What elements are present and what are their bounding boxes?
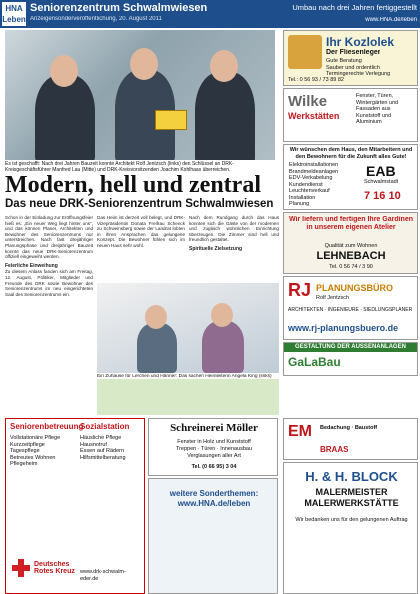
- main-photo: [5, 30, 275, 160]
- ad-em-bedachung[interactable]: [283, 418, 418, 460]
- ad-gardinen[interactable]: [283, 212, 418, 274]
- ad-kozlolek[interactable]: [283, 30, 418, 86]
- em-brand: EM: [288, 423, 312, 440]
- drk-org: Deutsches Rotes Kreuz: [34, 561, 75, 575]
- eab-intro: Wir wünschen dem Haus, den Mitarbeitern und den Bewohnern für die Zukunft alles Gute!: [289, 147, 413, 160]
- rj-person: Rolf Jentzsch: [316, 295, 350, 301]
- kozlolek-phone: Tel.: 0 56 93 / 73 89 82: [288, 77, 344, 83]
- galerie-banner: GESTALTUNG DER AUSSENANLAGEN: [284, 343, 417, 352]
- drk-title: Seniorenbetreuung: [10, 422, 84, 431]
- rj-name: PLANUNGSBÜRO: [316, 283, 394, 293]
- gardinen-sub: Qualität zum Wohnen: [324, 243, 378, 249]
- block-sub: MALERMEISTER MALERWERKSTÄTTE: [304, 487, 399, 508]
- hna-sonderthemen: weitere Sonderthemen: www.HNA.de/leben: [169, 489, 259, 508]
- braas-brand: BRAAS: [320, 445, 349, 454]
- rj-role: ARCHITEKTEN · INGENIEURE · SIEDLUNGSPLANER: [288, 307, 413, 313]
- kozlolek-tag: Der Fliesenleger: [326, 49, 381, 56]
- kozlolek-items: Gute Beratung Sauber und ordentlich Termingerechte Verlegung: [326, 58, 391, 77]
- residents-photo: [97, 283, 279, 373]
- red-cross-icon: [12, 559, 30, 577]
- rj-brand: RJ: [288, 280, 312, 300]
- drk-url[interactable]: www.drk-schwalm-eder.de: [80, 569, 126, 582]
- moller-line1: Fenster in Holz und Kunststoff: [177, 439, 251, 445]
- ad-eab[interactable]: [283, 144, 418, 210]
- article-column-3: Nach dem Rundgang durch das Haus konnten sich die Gäste von der modernen und zugleich wohnlichen Einrichtung überzeugen. Die Zimmer sind hell und freundlich gestaltet. Spirituelle Zielsetzung: [189, 215, 279, 252]
- moller-line2: Treppen · Türen · Innenausbau: [175, 446, 253, 452]
- gardinen-phone: Tel. 0 56 74 / 3 90: [329, 264, 373, 270]
- kozlolek-name: Ihr Kozlolek: [326, 35, 395, 49]
- eab-brand-sub: Schwalmstadt: [364, 179, 399, 185]
- drk-title2: Sozialstation: [80, 422, 130, 431]
- article-column-1: Schon in der Einladung zur Eröffnungsfeier hieß es: „Ein neuer Weg liegt hinter uns", und das können Planer, Architekten und Bewohner des Seniorenzentrums nur unterstreichen. Nach fast dreijähriger Planungsphase und dreijähriger Bauzeit konnte das neue DRK-Seniorenzentrum offiziell eingeweiht werden. Feierliche Einweihung Zu diesem Anlass fanden sich am Freitag, 12. August, Politiker, Mitglieder und Freunde des DRK sowie Bewohner des Seniorenzentrums im neu eingerichteten Saal des Seniorenzentrums ein.: [5, 215, 93, 297]
- article-headline: Modern, hell und zentral: [5, 172, 261, 198]
- eab-items: Elektroinstallationen Brandmeldeanlagen EDV-Verkabelung Kundendienst Leuchtenverkauf Installation Planung: [289, 162, 339, 207]
- wilke-sub: Werkstätten: [288, 111, 340, 121]
- header-url[interactable]: www.HNA.de/leben: [365, 17, 417, 23]
- hna-logo: HNA Leben: [2, 4, 26, 24]
- page-subtitle: Anzeigensonderveröffentlichung, 20. August 2011: [30, 16, 162, 22]
- block-text: Wir bedanken uns für den gelungenen Auftrag: [295, 517, 408, 523]
- key-sign: [155, 110, 187, 130]
- drk-items-left: Vollstationäre Pflege Kurzzeitpflege Tagespflege Betreutes Wohnen Pflegeheim: [10, 435, 61, 467]
- article-subheadline: Das neue DRK-Seniorenzentrum Schwalmwiesen: [5, 198, 274, 210]
- ad-wilke[interactable]: [283, 88, 418, 142]
- gardinen-name: LEHNEBACH: [316, 250, 386, 262]
- article-column-2: Das Heim ist derzeit voll belegt, und DRK-Vizepräsidentin Donata Freifrau Schenck zu Schweinsberg sowie der Landrat lobten in ihren Ansprachen das gelungene Konzept. Die Bewohner fühlen sich im neuen Haus sehr wohl.: [97, 215, 185, 248]
- rj-url[interactable]: www.rj-planungsbuero.de: [288, 323, 399, 333]
- main-photo-caption: Es ist geschafft: Nach drei Jahren Bauzeit konnte Architekt Rolf Jentzsch (links) den Schlüssel an DRK-Kreisgeschäftsführer Manfred Lau (Mitte) und DRK-Kreisvorsitzenden Joachim Kohlhaas überreichen.: [5, 161, 234, 173]
- moller-phone: Tel. (0 66 95) 3 04: [191, 464, 237, 470]
- eab-phone: 7 16 10: [364, 190, 401, 202]
- page-title: Seniorenzentrum Schwalmwiesen: [30, 2, 208, 14]
- header-tagline: Umbau nach drei Jahren fertiggestellt: [292, 3, 417, 12]
- galerie-band: [97, 379, 279, 415]
- block-title: H. & H. BLOCK: [305, 469, 398, 484]
- ad-hna-sonderthemen[interactable]: [148, 478, 278, 594]
- ad-drk[interactable]: [5, 418, 145, 594]
- ad-block-maler[interactable]: [283, 462, 418, 594]
- drk-items-right: Häusliche Pflege Hausnotruf Essen auf Rädern Hilfsmittelberatung: [80, 435, 126, 461]
- wilke-text: Fenster, Türen, Wintergärten und Fassaden aus Kunststoff und Aluminium: [356, 93, 399, 125]
- em-name: Bedachung · Baustoff: [320, 425, 378, 431]
- gardinen-title: Wir liefern und fertigen Ihre Gardinen in unserem eigenen Atelier: [288, 216, 413, 231]
- moller-line3: Verglasungen aller Art: [187, 453, 241, 459]
- ad-schreinerei-moller[interactable]: [148, 418, 278, 476]
- wilke-name: Wilke: [288, 93, 328, 110]
- eab-brand: EAB: [366, 163, 396, 179]
- moller-name: Schreinerei Möller: [170, 422, 258, 434]
- galabau-name: GaLaBau: [288, 355, 341, 369]
- ad-moller-top: [283, 342, 418, 376]
- ad-planungsbuero[interactable]: [283, 276, 418, 340]
- tile-icon: [288, 35, 322, 69]
- residents-photo-caption: Ein Zuhause für Lerchen und Hänner: Das sachen Heimleiterin Angela King (links): [97, 374, 272, 379]
